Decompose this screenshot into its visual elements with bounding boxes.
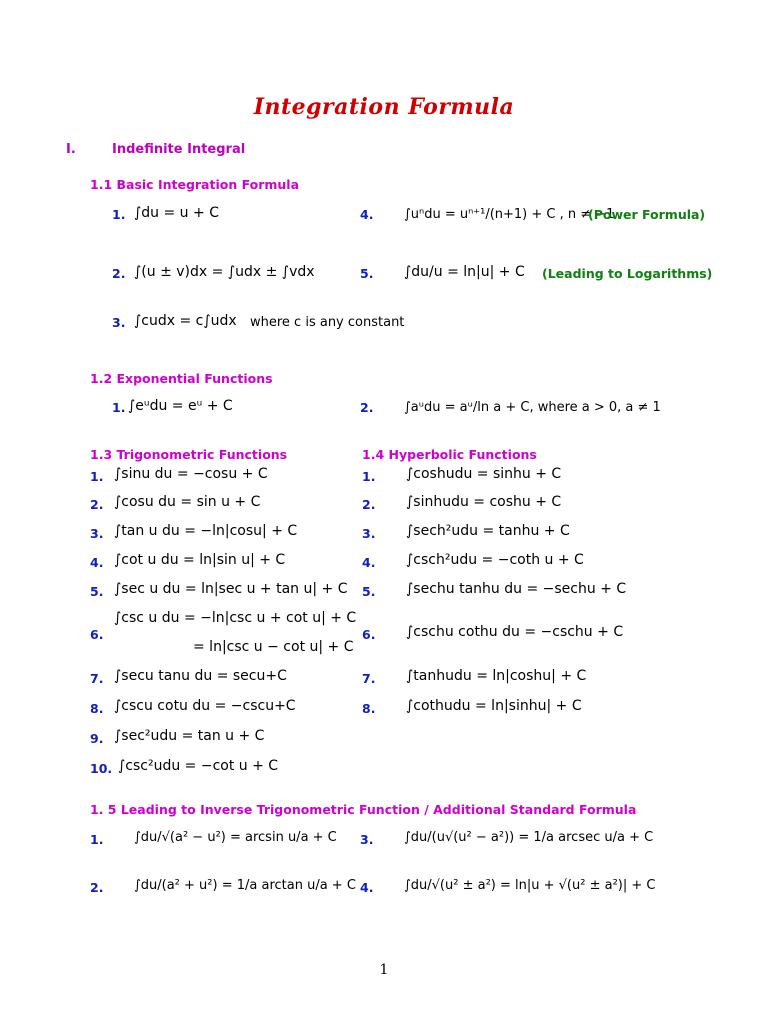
section-numeral: I.	[66, 142, 76, 157]
basic-heading: 1.1 Basic Integration Formula	[90, 177, 300, 192]
trig-formula-4: ∫cot u du = ln|sin u| + C	[114, 552, 286, 568]
inv-formula-1: ∫du/√(a² − u²) = arcsin u/a + C	[134, 830, 337, 845]
trig-num-7: 7.	[90, 671, 104, 686]
basic-num-2: 2.	[112, 266, 126, 281]
hyp-num-8: 8.	[362, 701, 376, 716]
section-heading: Indefinite Integral	[112, 142, 246, 157]
inv-num-2: 2.	[90, 880, 104, 895]
exp-formula-1: ∫eᵘdu = eᵘ + C	[128, 398, 233, 414]
basic-num-3: 3.	[112, 315, 126, 330]
exp-num-2: 2.	[360, 400, 374, 415]
trig-formula-3: ∫tan u du = −ln|cosu| + C	[114, 523, 298, 539]
trig-num-9: 9.	[90, 731, 104, 746]
trig-formula-8: ∫cscu cotu du = −cscu+C	[114, 698, 296, 714]
trig-num-4: 4.	[90, 555, 104, 570]
page-number: 1	[379, 962, 389, 978]
basic-suffix-3: where c is any constant	[250, 315, 405, 330]
trig-formula-9: ∫sec²udu = tan u + C	[114, 728, 265, 744]
hyp-formula-8: ∫cothudu = ln|sinhu| + C	[406, 698, 582, 714]
trig-heading: 1.3 Trigonometric Functions	[90, 447, 288, 462]
trig-num-3: 3.	[90, 526, 104, 541]
trig-formula-5: ∫sec u du = ln|sec u + tan u| + C	[114, 581, 348, 597]
basic-num-4: 4.	[360, 207, 374, 222]
hyp-num-3: 3.	[362, 526, 376, 541]
trig-num-1: 1.	[90, 469, 104, 484]
hyp-formula-5: ∫sechu tanhu du = −sechu + C	[406, 581, 627, 597]
hyp-formula-2: ∫sinhudu = coshu + C	[406, 494, 562, 510]
trig-formula-1: ∫sinu du = −cosu + C	[114, 466, 268, 482]
trig-formula-6: ∫csc u du = −ln|csc u + cot u| + C	[114, 610, 357, 626]
inv-formula-4: ∫du/√(u² ± a²) = ln|u + √(u² ± a²)| + C	[404, 878, 656, 893]
hyp-formula-7: ∫tanhudu = ln|coshu| + C	[406, 668, 587, 684]
hyp-num-2: 2.	[362, 497, 376, 512]
hyp-formula-6: ∫cschu cothu du = −cschu + C	[406, 624, 624, 640]
exp-formula-2: ∫aᵘdu = aᵘ/ln a + C, where a > 0, a ≠ 1	[404, 400, 661, 415]
basic-num-5: 5.	[360, 266, 374, 281]
hyp-formula-4: ∫csch²udu = −coth u + C	[406, 552, 584, 568]
trig-formula-10: ∫csc²udu = −cot u + C	[118, 758, 279, 774]
inv-num-3: 3.	[360, 832, 374, 847]
exp-num-1: 1.	[112, 400, 126, 415]
trig-num-6: 6.	[90, 627, 104, 642]
inv-num-1: 1.	[90, 832, 104, 847]
hyp-heading: 1.4 Hyperbolic Functions	[362, 447, 537, 462]
page-title: Integration Formula	[253, 94, 515, 120]
trig-num-8: 8.	[90, 701, 104, 716]
trig-num-10: 10.	[90, 761, 113, 776]
trig-formula-6b: = ln|csc u − cot u| + C	[193, 639, 354, 655]
hyp-formula-3: ∫sech²udu = tanhu + C	[406, 523, 570, 539]
hyp-num-7: 7.	[362, 671, 376, 686]
basic-note-4: (Power Formula)	[588, 207, 706, 222]
exp-heading: 1.2 Exponential Functions	[90, 371, 273, 386]
basic-formula-3: ∫cudx = c∫udx	[134, 313, 237, 329]
basic-formula-5: ∫du/u = ln|u| + C	[404, 264, 525, 280]
trig-num-5: 5.	[90, 584, 104, 599]
trig-num-2: 2.	[90, 497, 104, 512]
hyp-num-4: 4.	[362, 555, 376, 570]
hyp-num-5: 5.	[362, 584, 376, 599]
trig-formula-7: ∫secu tanu du = secu+C	[114, 668, 287, 684]
inv-formula-3: ∫du/(u√(u² − a²)) = 1/a arcsec u/a + C	[404, 830, 654, 845]
trig-formula-2: ∫cosu du = sin u + C	[114, 494, 261, 510]
hyp-formula-1: ∫coshudu = sinhu + C	[406, 466, 562, 482]
inverse-heading: 1. 5 Leading to Inverse Trigonometric Function / Additional Standard Formula	[90, 802, 637, 817]
basic-formula-1: ∫du = u + C	[134, 205, 219, 221]
basic-note-5: (Leading to Logarithms)	[542, 266, 713, 281]
hyp-num-6: 6.	[362, 627, 376, 642]
basic-formula-4: ∫uⁿdu = uⁿ⁺¹/(n+1) + C , n ≠ −1	[404, 207, 615, 222]
basic-num-1: 1.	[112, 207, 126, 222]
inv-num-4: 4.	[360, 880, 374, 895]
inv-formula-2: ∫du/(a² + u²) = 1/a arctan u/a + C	[134, 878, 356, 893]
hyp-num-1: 1.	[362, 469, 376, 484]
basic-formula-2: ∫(u ± v)dx = ∫udx ± ∫vdx	[134, 264, 315, 280]
